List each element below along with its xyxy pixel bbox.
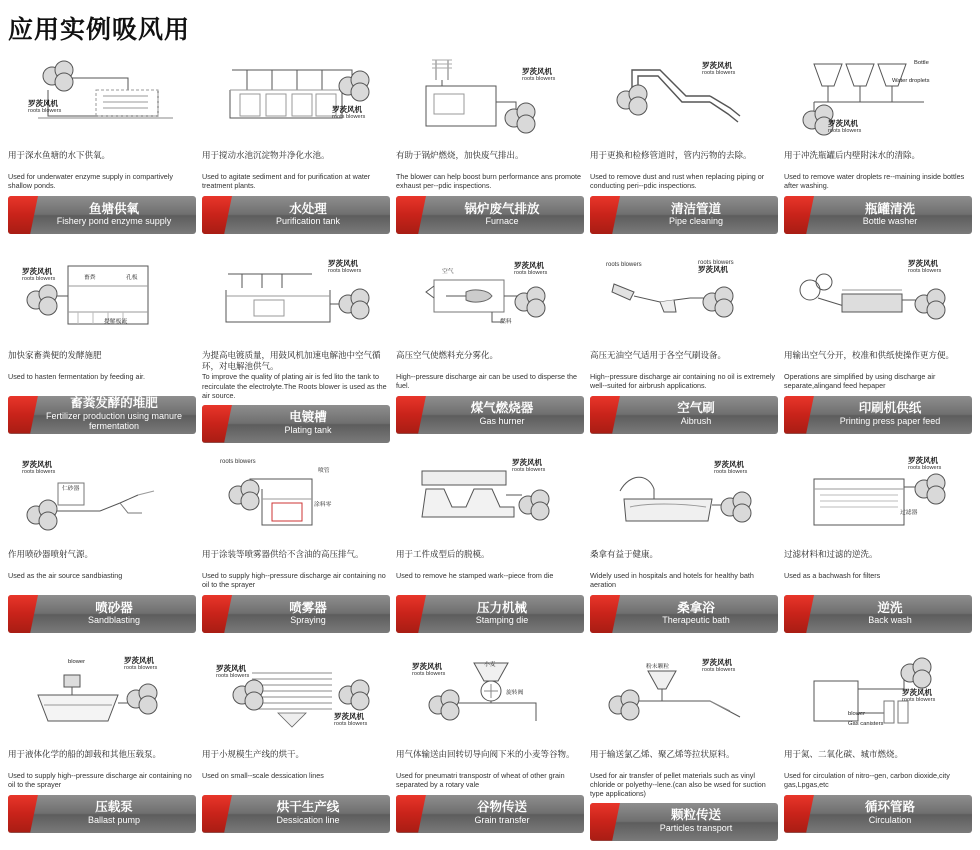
- banner-text: 喷砂器 Sandblasting: [38, 602, 196, 627]
- banner-text: 逆洗 Back wash: [814, 602, 972, 627]
- banner-text: 谷物传送 Grain transfer: [426, 801, 584, 826]
- illustration-sandblasting: [8, 455, 196, 547]
- label-roots-blower: 罗茨风机 roots blowers: [828, 120, 861, 134]
- illustration-fishery-pond: [8, 56, 196, 148]
- label-roots-blower: 罗茨风机 roots blowers: [514, 262, 547, 276]
- card-bottle-washer[interactable]: [782, 52, 974, 252]
- caption-cn: 为提高电镀质量，用鼓风机加速电解池中空气循环，对电解池供气。: [202, 350, 390, 373]
- banner-stamping-die[interactable]: [396, 595, 584, 633]
- label-roots-blower: 罗茨风机 roots blowers: [28, 100, 61, 114]
- annotation-spray-pipe: 喷管: [318, 465, 330, 474]
- banner-text: 水处理 Purification tank: [232, 203, 390, 228]
- label-roots-blower: 罗茨风机 roots blowers: [522, 68, 555, 82]
- banner-text: 空气刷 Aibrush: [620, 402, 778, 427]
- banner-red-tab: [8, 795, 38, 833]
- caption-cn: 有助于锅炉燃烧，加快废气排出。: [396, 150, 584, 172]
- illustration-fertilizer-production: [8, 256, 196, 348]
- banner-text: 印刷机供纸 Printing press paper feed: [814, 402, 972, 427]
- banner-red-tab: [202, 595, 232, 633]
- banner-purification-tank[interactable]: [202, 196, 390, 234]
- banner-red-tab: [784, 795, 814, 833]
- banner-fertilizer-production[interactable]: [8, 396, 196, 434]
- card-furnace[interactable]: [394, 52, 586, 252]
- card-dessication-line[interactable]: [200, 651, 392, 850]
- caption-cn: 桑拿有益于健康。: [590, 549, 778, 571]
- label-roots-blower: 罗茨风机 roots blowers: [512, 459, 545, 473]
- banner-ballast-pump[interactable]: [8, 795, 196, 833]
- banner-red-tab: [784, 595, 814, 633]
- banner-red-tab: [396, 196, 426, 234]
- caption-en: Used as the air source sandbiasting: [8, 571, 196, 591]
- card-printing-press-paper-feed[interactable]: [782, 252, 974, 452]
- illustration-dessication-line: [202, 655, 390, 747]
- banner-fishery-pond-enzyme-supply[interactable]: [8, 196, 196, 234]
- banner-red-tab: [590, 396, 620, 434]
- label-roots-blower: 罗茨风机 roots blowers: [22, 268, 55, 282]
- label-roots-blower: 罗茨风机 roots blowers: [412, 663, 445, 677]
- caption-en: Used to agitate sediment and for purification at water treatment plants.: [202, 172, 390, 192]
- label-roots-blower: 罗茨风机 roots blowers: [702, 659, 735, 673]
- caption-en: Used to remove dust and rust when replacing piping or conducting peri--pdic inspections.: [590, 172, 778, 192]
- caption-cn: 加快家畜粪便的发酵施肥: [8, 350, 196, 372]
- banner-red-tab: [396, 795, 426, 833]
- caption-en: Used to remove he stamped wark--piece from die: [396, 571, 584, 591]
- banner-red-tab: [8, 595, 38, 633]
- caption-cn: 过滤材料和过滤的逆洗。: [784, 549, 972, 571]
- card-spraying[interactable]: [200, 451, 392, 651]
- banner-gas-burner[interactable]: [396, 396, 584, 434]
- caption-en: Used to hasten fermentation by feeding air.: [8, 372, 196, 392]
- banner-red-tab: [8, 196, 38, 234]
- label-roots-blower: 罗茨风机 roots blowers: [908, 457, 941, 471]
- caption-cn: 用于工件成型后的脱模。: [396, 549, 584, 571]
- caption-en: Widely used in hospitals and hotels for healthy bath aeration: [590, 571, 778, 591]
- illustration-stamping-die: [396, 455, 584, 547]
- caption-en: Used for air transfer of pellet materials such as vinyl chloride or polyethy--lene.(can also be wsed for suction type applications): [590, 771, 778, 799]
- card-back-wash[interactable]: [782, 451, 974, 651]
- annotation-airflow: 提解板流: [104, 316, 127, 325]
- label-roots-blower: 罗茨风机 roots blowers: [902, 689, 935, 703]
- banner-red-tab: [202, 795, 232, 833]
- banner-printing-press-paper-feed[interactable]: [784, 396, 972, 434]
- banner-red-tab: [590, 196, 620, 234]
- caption-cn: 作用喷砂器喷射气源。: [8, 549, 196, 571]
- caption-cn: 用于更换和检修管道时，管内污物的去除。: [590, 150, 778, 172]
- illustration-gas-burner: [396, 256, 584, 348]
- annotation-air: 空气: [442, 266, 454, 275]
- banner-red-tab: [202, 196, 232, 234]
- annotation-wheat: 小麦: [484, 659, 496, 668]
- banner-text: 电镀槽 Plating tank: [232, 411, 390, 436]
- illustration-bottle-washer: [784, 56, 972, 148]
- banner-pipe-cleaning[interactable]: [590, 196, 778, 234]
- label-roots-blower-left: 罗茨风机 roots blowers: [216, 665, 249, 679]
- caption-cn: 用于搅动水池沉淀物并净化水池。: [202, 150, 390, 172]
- banner-red-tab: [784, 396, 814, 434]
- label-roots-blower: 罗茨风机 roots blowers: [332, 106, 365, 120]
- banner-furnace[interactable]: [396, 196, 584, 234]
- label-roots-blower: roots blowers 罗茨风机: [698, 260, 734, 275]
- caption-cn: 用于输送氯乙烯、聚乙烯等拉状原料。: [590, 749, 778, 771]
- label-roots-blower-right: 罗茨风机 roots blowers: [334, 713, 367, 727]
- caption-cn: 用于小规模生产线的烘干。: [202, 749, 390, 771]
- card-grain-transfer[interactable]: [394, 651, 586, 850]
- caption-cn: 用于氮、二氧化碳、城市燃烧。: [784, 749, 972, 771]
- label-roots-blower-en-left: roots blowers: [606, 262, 642, 269]
- illustration-plating-tank: [202, 256, 390, 348]
- caption-en: Used for pneumatri transpostr of wheat of other grain separated by a rotary vale: [396, 771, 584, 791]
- illustration-printing-press: [784, 256, 972, 348]
- card-circulation[interactable]: [782, 651, 974, 850]
- banner-text: 锅炉废气排放 Furnace: [426, 203, 584, 228]
- banner-text: 压力机械 Stamping die: [426, 602, 584, 627]
- banner-text: 瓶罐清洗 Bottle washer: [814, 203, 972, 228]
- caption-en: Used as a bachwash for filters: [784, 571, 972, 591]
- caption-cn: 用输出空气分开，校准和供纸使操作更方便。: [784, 350, 972, 372]
- annotation-sand-tank: 仁砂器: [62, 483, 79, 492]
- card-particles-transport[interactable]: [588, 651, 780, 850]
- caption-en: Operations are simplified by using discharge air separate,alingand feed hepaper: [784, 372, 972, 392]
- annotation-paint: 涂料零: [314, 499, 331, 508]
- label-roots-blower: 罗茨风机 roots blowers: [22, 461, 55, 475]
- label-roots-blower: roots blowers: [220, 459, 256, 466]
- card-fishery-pond-enzyme-supply[interactable]: [6, 52, 198, 252]
- caption-en: Used for underwater enzyme supply in compartively shallow ponds.: [8, 172, 196, 192]
- banner-sandblasting[interactable]: [8, 595, 196, 633]
- illustration-back-wash: [784, 455, 972, 547]
- caption-cn: 用于深水鱼塘的水下供氧。: [8, 150, 196, 172]
- annotation-powder-particles: 粉末颗粒: [646, 661, 669, 670]
- caption-en: The blower can help boost burn performance ans promote exhaust per--pdic inspections.: [396, 172, 584, 192]
- label-roots-blower: 罗茨风机 roots blowers: [702, 62, 735, 76]
- caption-en: To improve the quality of plating air is fed lito the tank to recirculate the electrolyte.The Roots blower is used as the air source.: [202, 372, 390, 400]
- banner-text: 桑拿浴 Therapeutic bath: [620, 602, 778, 627]
- annotation-bottle: Bottle: [914, 60, 929, 66]
- caption-cn: 用气体输送由回转切导向阀下米的小麦等谷物。: [396, 749, 584, 771]
- banner-red-tab: [396, 396, 426, 434]
- caption-cn: 用于液体化学的船的卸载和其他压载泵。: [8, 749, 196, 771]
- card-therapeutic-bath[interactable]: [588, 451, 780, 651]
- banner-text: 煤气燃烧器 Gas hurner: [426, 402, 584, 427]
- caption-cn: 用于冲洗瓶罐后内壁附沫水的清除。: [784, 150, 972, 172]
- annotation-rotary-valve: 旋转阀: [506, 687, 523, 696]
- annotation-perforated-plate: 孔板: [126, 272, 138, 281]
- caption-en: Used to supply high--pressure discharge air containing no oil to the sprayer: [8, 771, 196, 791]
- banner-text: 烘干生产线 Dessication line: [232, 801, 390, 826]
- card-gas-burner[interactable]: [394, 252, 586, 452]
- card-pipe-cleaning[interactable]: [588, 52, 780, 252]
- annotation-water-droplets: Water droplets: [892, 78, 929, 84]
- caption-en: High--pressure discharge air can be used to disperse the fuel.: [396, 372, 584, 392]
- banner-text: 清洁管道 Pipe cleaning: [620, 203, 778, 228]
- annotation-blower: blower: [848, 711, 865, 717]
- banner-grain-transfer[interactable]: [396, 795, 584, 833]
- caption-en: Used to remove water droplets re--maining inside bottles after washing.: [784, 172, 972, 192]
- caption-cn: 高压无油空气适用于各空气刷设备。: [590, 350, 778, 372]
- card-plating-tank[interactable]: [200, 252, 392, 452]
- illustration-purification-tank: [202, 56, 390, 148]
- banner-bottle-washer[interactable]: [784, 196, 972, 234]
- banner-spraying[interactable]: [202, 595, 390, 633]
- page-title: 应用实例吸风用: [0, 0, 980, 50]
- banner-red-tab: [784, 196, 814, 234]
- annotation-fuel: 燃料: [500, 316, 512, 325]
- banner-particles-transport[interactable]: [590, 803, 778, 841]
- illustration-airbrush: [590, 256, 778, 348]
- illustration-particles-transport: [590, 655, 778, 747]
- annotation-manure: 畜粪: [84, 272, 96, 281]
- card-stamping-die[interactable]: [394, 451, 586, 651]
- illustration-circulation: [784, 655, 972, 747]
- label-roots-blower: 罗茨风机 roots blowers: [714, 461, 747, 475]
- illustration-furnace: [396, 56, 584, 148]
- banner-text: 鱼塘供氧 Fishery pond enzyme supply: [38, 203, 196, 228]
- illustration-grain-transfer: [396, 655, 584, 747]
- label-roots-blower: 罗茨风机 roots blowers: [908, 260, 941, 274]
- banner-therapeutic-bath[interactable]: [590, 595, 778, 633]
- application-examples-grid: [0, 50, 980, 850]
- illustration-therapeutic-bath: [590, 455, 778, 547]
- banner-circulation[interactable]: [784, 795, 972, 833]
- caption-en: Used for circulation of nitro--gen, carbon dioxide,city gas,Lpgas,etc: [784, 771, 972, 791]
- illustration-ballast-pump: [8, 655, 196, 747]
- caption-en: Used to supply high--pressure discharge air containing no oil to the sprayer: [202, 571, 390, 591]
- banner-dessication-line[interactable]: [202, 795, 390, 833]
- card-fertilizer-production[interactable]: [6, 252, 198, 452]
- annotation-filter: 过滤器: [900, 507, 917, 516]
- banner-red-tab: [396, 595, 426, 633]
- illustration-spraying: [202, 455, 390, 547]
- annotation-blower: blower: [68, 659, 85, 665]
- card-purification-tank[interactable]: [200, 52, 392, 252]
- banner-plating-tank[interactable]: [202, 405, 390, 443]
- label-roots-blower: 罗茨风机 roots blowers: [328, 260, 361, 274]
- banner-airbrush[interactable]: [590, 396, 778, 434]
- illustration-pipe-cleaning: [590, 56, 778, 148]
- banner-text: 循环管路 Circulation: [814, 801, 972, 826]
- banner-text: 喷雾器 Spraying: [232, 602, 390, 627]
- banner-red-tab: [590, 595, 620, 633]
- banner-red-tab: [8, 396, 38, 434]
- banner-red-tab: [590, 803, 620, 841]
- banner-text: 压载泵 Ballast pump: [38, 801, 196, 826]
- banner-text: 颗粒传送 Particles transport: [620, 809, 778, 834]
- banner-red-tab: [202, 405, 232, 443]
- banner-text: 畜粪发酵的堆肥 Fertilizer production using manure fermentation: [38, 397, 196, 432]
- card-ballast-pump[interactable]: [6, 651, 198, 850]
- caption-en: High--pressure discharge air containing no oil is extremely well--suited for airbrush applications.: [590, 372, 778, 392]
- caption-cn: 用于涂装等喷雾器供给不含油的高压排气。: [202, 549, 390, 571]
- caption-en: Used on small--scale dessication lines: [202, 771, 390, 791]
- annotation-gas-canisters: Gas canisters: [848, 721, 883, 727]
- card-airbrush[interactable]: [588, 252, 780, 452]
- label-roots-blower: 罗茨风机 roots blowers: [124, 657, 157, 671]
- card-sandblasting[interactable]: [6, 451, 198, 651]
- banner-back-wash[interactable]: [784, 595, 972, 633]
- caption-cn: 高压空气使燃料充分雾化。: [396, 350, 584, 372]
